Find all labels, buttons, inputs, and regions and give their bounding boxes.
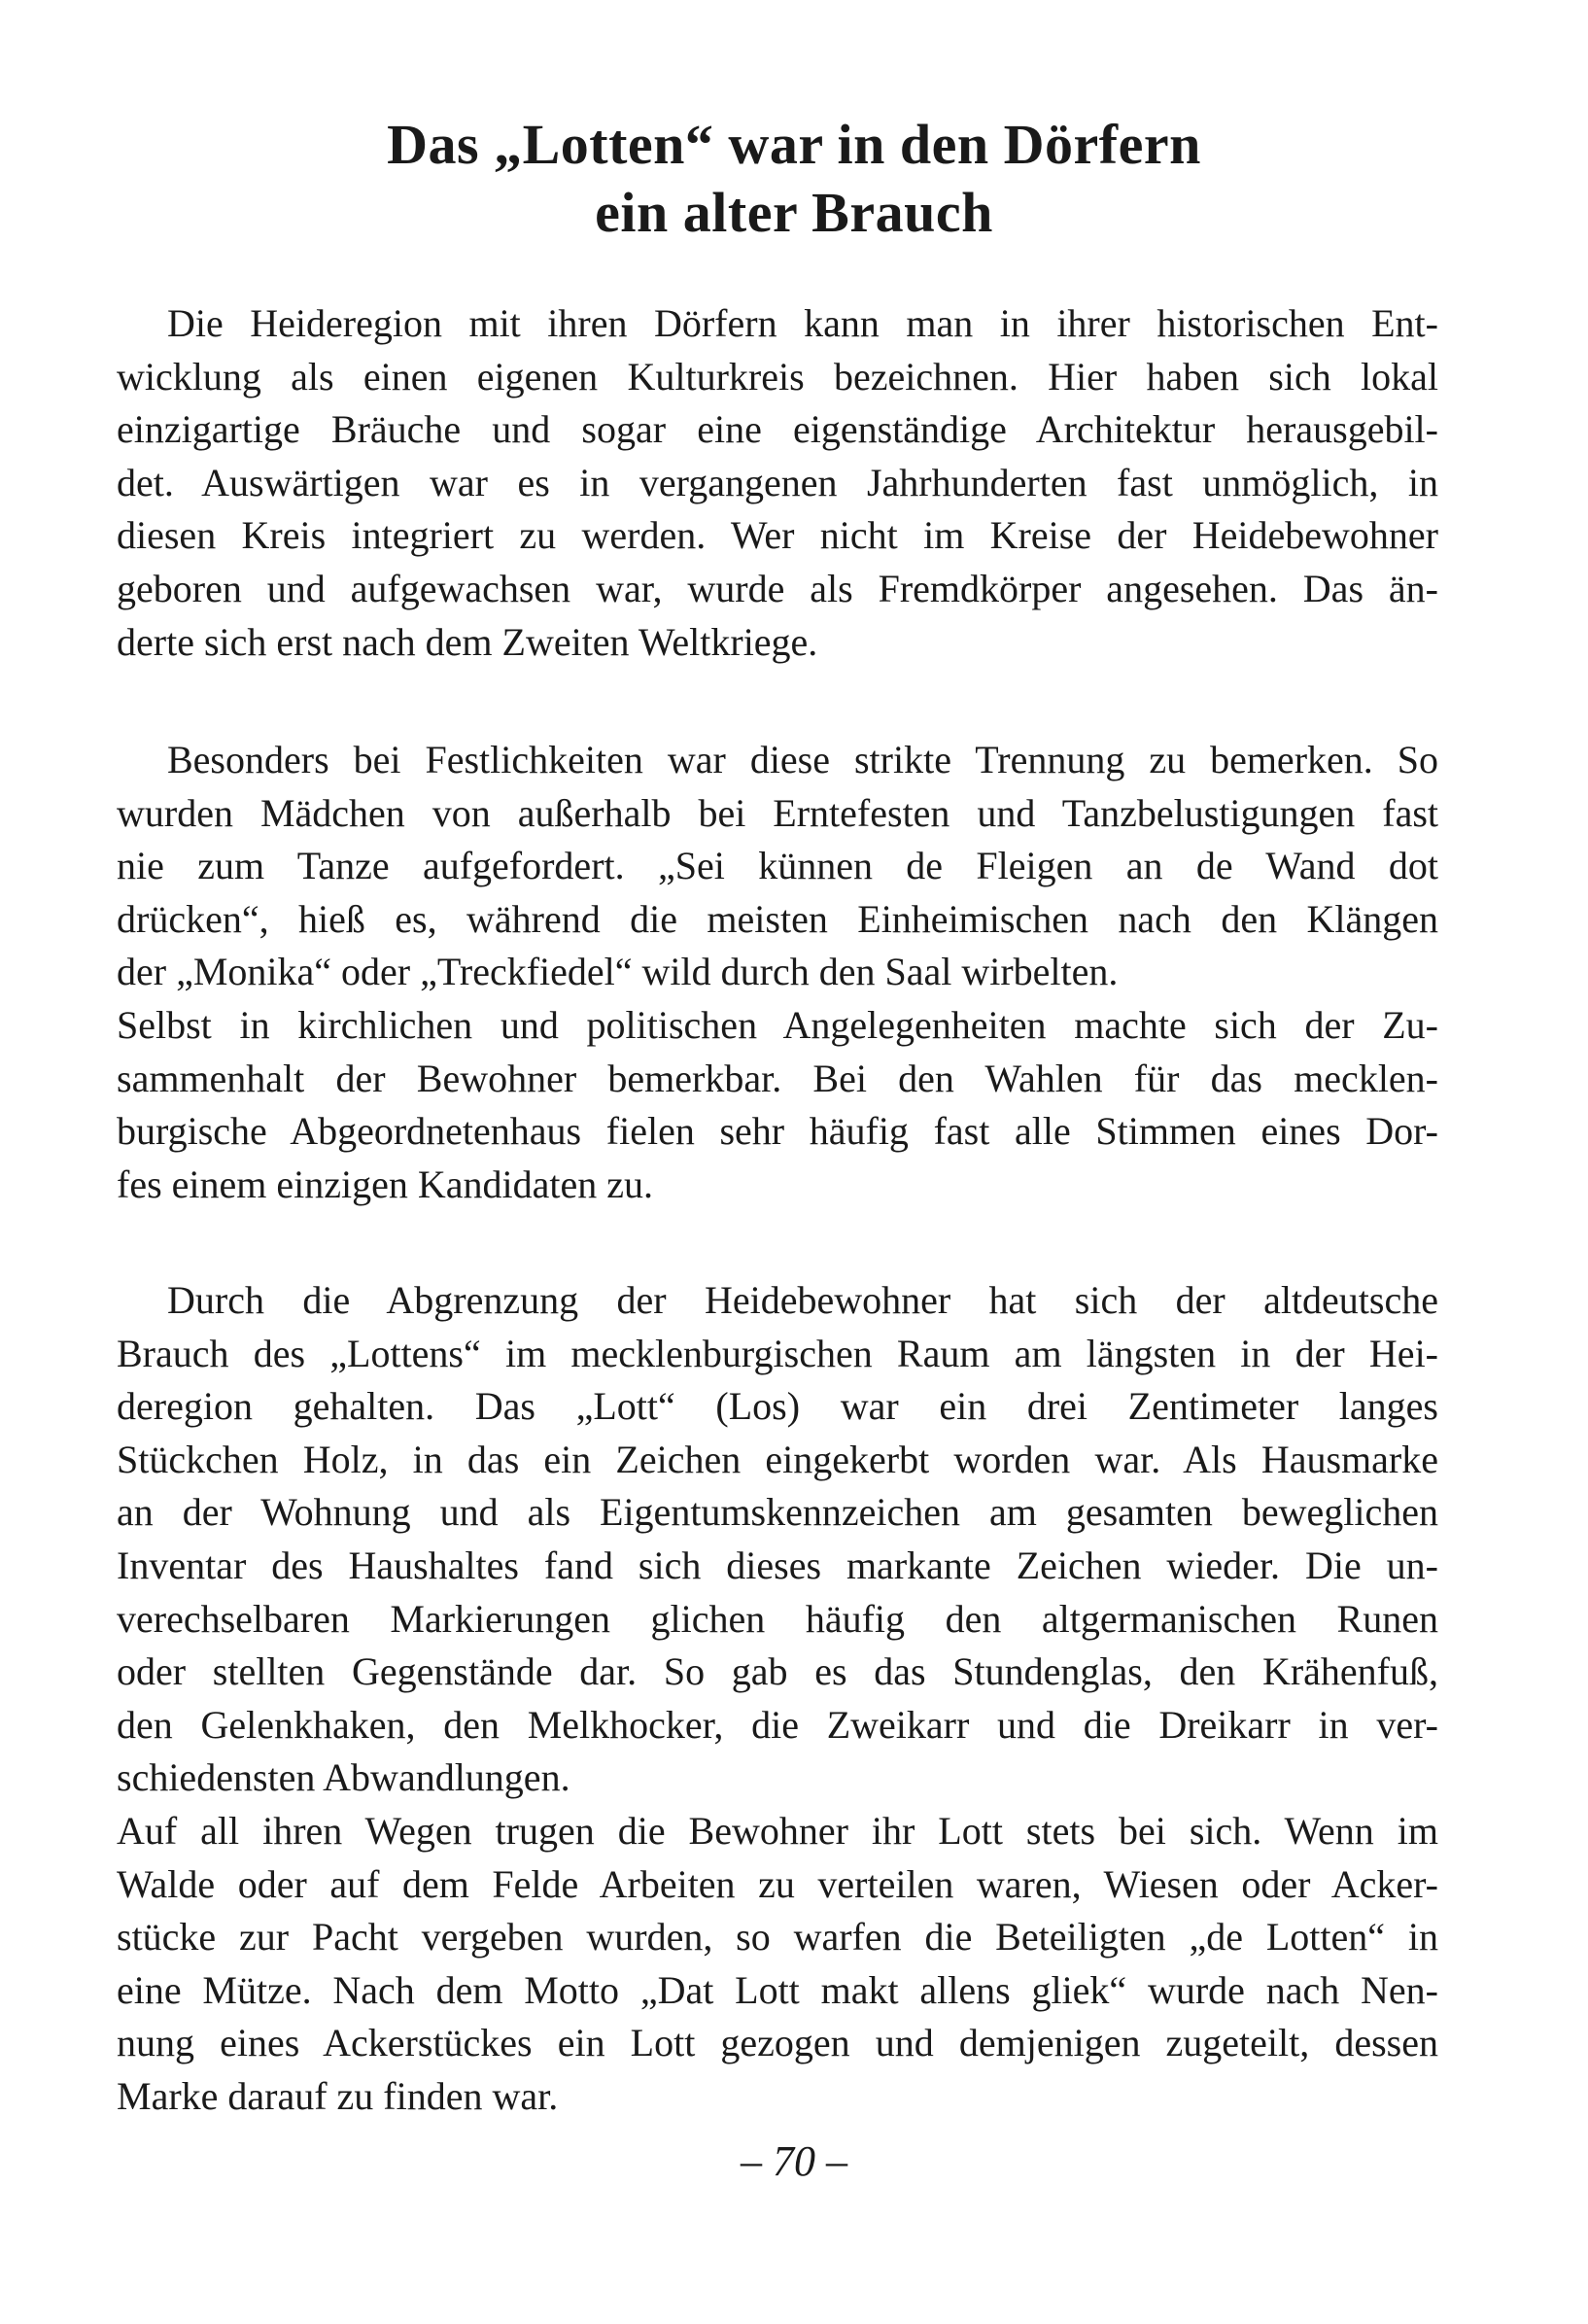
- text-line: den Gelenkhaken, den Melkhocker, die Zweikarr und die Dreikarr in ver-: [117, 1702, 1438, 1747]
- chapter-title-line-2: ein alter Brauch: [595, 181, 993, 244]
- text-line: eine Mütze. Nach dem Motto „Dat Lott makt allens gliek“ wurde nach Nen-: [117, 1967, 1438, 2012]
- text-line: burgische Abgeordnetenhaus fielen sehr häufig fast alle Stimmen eines Dor-: [117, 1109, 1438, 1154]
- text-line: Selbst in kirchlichen und politischen Angelegenheiten machte sich der Zu-: [117, 1002, 1438, 1047]
- text-line: schiedensten Abwandlungen.: [117, 1755, 570, 1800]
- text-line: an der Wohnung und als Eigentumskennzeichen am gesamten beweglichen: [117, 1490, 1438, 1535]
- text-line: wicklung als einen eigenen Kulturkreis bezeichnen. Hier haben sich lokal: [117, 354, 1438, 399]
- text-line: sammenhalt der Bewohner bemerkbar. Bei den Wahlen für das mecklen-: [117, 1056, 1438, 1100]
- text-line: geboren und aufgewachsen war, wurde als Fremdkörper angesehen. Das än-: [117, 566, 1438, 610]
- text-line: Stückchen Holz, in das ein Zeichen eingekerbt worden war. Als Hausmarke: [117, 1437, 1438, 1481]
- text-line: stücke zur Pacht vergeben wurden, so warfen die Beteiligten „de Lotten“ in: [117, 1915, 1438, 1960]
- text-line: deregion gehalten. Das „Lott“ (Los) war ein drei Zentimeter langes: [117, 1384, 1438, 1429]
- paragraph-2: [117, 734, 1438, 1211]
- page-number: – 70 –: [741, 2137, 847, 2185]
- text-line: Besonders bei Festlichkeiten war diese strikte Trennung zu bemerken. So: [167, 738, 1438, 781]
- text-line: Auf all ihren Wegen trugen die Bewohner ihr Lott stets bei sich. Wenn im: [117, 1808, 1438, 1853]
- text-line: Brauch des „Lottens“ im mecklenburgischen Raum am längsten in der Hei-: [117, 1331, 1438, 1375]
- text-line: Die Heideregion mit ihren Dörfern kann man in ihrer historischen Ent-: [167, 301, 1438, 345]
- text-line: diesen Kreis integriert zu werden. Wer nicht im Kreise der Heidebewohner: [117, 513, 1438, 558]
- text-line: nung eines Ackerstückes ein Lott gezogen und demjenigen zugeteilt, dessen: [117, 2021, 1438, 2065]
- text-line: nie zum Tanze aufgefordert. „Sei künnen de Fleigen an de Wand dot: [117, 844, 1438, 888]
- text-line: derte sich erst nach dem Zweiten Weltkriege.: [117, 619, 818, 664]
- chapter-title-line-1: Das „Lotten“ war in den Dörfern: [387, 113, 1201, 176]
- text-line: Inventar des Haushaltes fand sich dieses markante Zeichen wieder. Die un-: [117, 1543, 1438, 1587]
- text-line: verechselbaren Markierungen glichen häufig den altgermanischen Runen: [117, 1596, 1438, 1641]
- text-line: Marke darauf zu finden war.: [117, 2073, 559, 2118]
- text-line: Walde oder auf dem Felde Arbeiten zu verteilen waren, Wiesen oder Acker-: [117, 1861, 1438, 1906]
- text-line: einzigartige Bräuche und sogar eine eigenständige Architektur herausgebil-: [117, 407, 1438, 452]
- paragraph-1: [117, 297, 1438, 669]
- text-line: oder stellten Gegenstände dar. So gab es das Stundenglas, den Krähenfuß,: [117, 1649, 1438, 1694]
- text-line: drücken“, hieß es, während die meisten Einheimischen nach den Klängen: [117, 896, 1438, 941]
- text-line: der „Monika“ oder „Treckfiedel“ wild durch den Saal wirbelten.: [117, 950, 1119, 994]
- text-line: fes einem einzigen Kandidaten zu.: [117, 1162, 653, 1206]
- text-line: wurden Mädchen von außerhalb bei Erntefesten und Tanzbelustigungen fast: [117, 790, 1438, 835]
- paragraph-3: [117, 1274, 1438, 2124]
- text-line: Durch die Abgrenzung der Heidebewohner hat sich der altdeutsche: [167, 1278, 1438, 1322]
- text-line: det. Auswärtigen war es in vergangenen Jahrhunderten fast unmöglich, in: [117, 460, 1438, 504]
